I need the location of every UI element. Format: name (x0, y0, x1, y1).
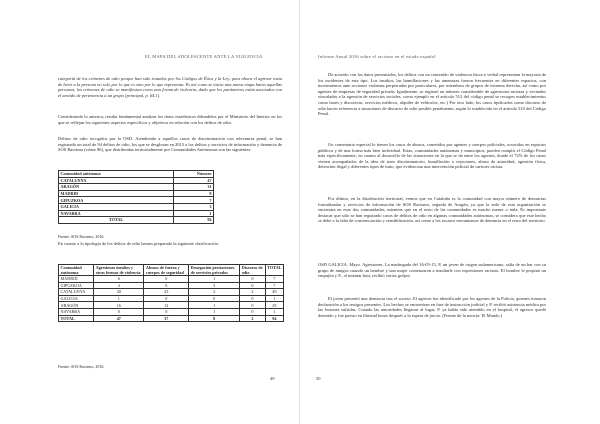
table-cell-label: CATALUNYA (59, 177, 174, 184)
table-cell: MADRID (59, 276, 94, 283)
table-cell: 25 (144, 289, 189, 296)
table-cell: 1 (189, 308, 240, 315)
table-header-cell: Comunidad autónoma (59, 265, 94, 276)
table-cell: 7 (265, 276, 283, 283)
table-cell: ARAGÓN (59, 302, 94, 309)
typology-table (58, 264, 284, 322)
table-total-value: 94 (174, 217, 214, 224)
table-cell-label: GIPUZKOA (59, 197, 174, 204)
intro-paragraph: categoría de los crímenes de odio porque han sido tratados por los Códigos de Ética y la Ley; pues ahora el agresor trata de herir a la persona no solo por lo que es sino por lo que representa. Es así como se inicia una nueva etapa hacia aquellas personas, los crímenes de odio se manifiestan como una forma de violencia, dado que los parámetros están asociados con el sentido de pertenencia a un grupo (principal, p. 64.1). (58, 76, 282, 98)
table-cell: 47 (94, 315, 144, 322)
osd-case-continuation: El joven presentó una denuncia tras el suceso. El agresor fue identificado por los agentes de la Policía, quienes tomaron declaración a los testigos presentes. Los hechos se encuentran en fase de instrucción judicial y P. recibió asistencia médica por las lesiones sufridas. Cuando las autoridades llegaron al lugar, P. ya había sido atendido en el hospital, el agresor quedó detenido y fue puesto en libertad horas después a la espera de juicio. (Fuente de la noticia: El Mundo.) (318, 296, 546, 318)
delitos-paragraph: Delitos de odio recogidos por la OSD. Atendiendo a aquellos casos de discriminación con relevancia penal, se han registrado un total de 94 delitos de odio, los que se desglosan en 2015 a los delitos y servicios de información y denuncia de SOS Racismo (véase 96), que distribuidas territorialmente por Comunidades Autónomas son las siguientes: (58, 136, 282, 153)
table-cell: 0 (240, 276, 265, 283)
table-row (59, 282, 284, 289)
table-header-cell: Discurso de odio (240, 265, 265, 276)
table-header-row (59, 171, 214, 178)
table-cell: 0 (144, 308, 189, 315)
table-cell-label: MADRID (59, 190, 174, 197)
table-row (59, 184, 214, 191)
table-cell: 3 (189, 282, 240, 289)
table-cell: 1 (94, 295, 144, 302)
table-cell: 37 (144, 315, 189, 322)
table-cell: 0 (240, 282, 265, 289)
table-row (59, 197, 214, 204)
osd-case-paragraph: OSD GALICIA. Mayo. Agresiones. La madrugada del 16-05-15, P, un joven de origen sudamericano, salía de un bar con su grupo de amigos cuando un hombre y una mujer comenzaron a insultarle con expresiones racistas. El hombre le propinó un empujón y P., al intentar huir, recibió varios golpes. (318, 262, 546, 279)
table-cell: 0 (240, 302, 265, 309)
table-cell: TOTAL (59, 315, 94, 322)
analysis-paragraph: Considerando lo anterior, resulta fundamental analizar los datos estadísticos difundidos por el Ministerio del Interior en los que se reflejan los siguientes aspectos específicos y objetivos en relación con los delitos de odio. (58, 114, 282, 125)
body-paragraph: Por último, en la distribución territorial, vemos que en Cataluña es la comunidad con mayor número de denuncias formalizadas y servicios de información de SOS Racismo, seguida de Aragón, ya que la sede de esta organización se encuentra en esas dos comunidades, mientras que en el resto de las comunidades es mucho menor o nula. Es importante destacar que sólo se han registrado casos de delitos de odio en algunas comunidades autónomas, se considera que este hecho se debe a la falta de concienciación y sensibilización, así como a los escasos mecanismos de denuncia en el resto del territorio. (318, 196, 546, 224)
table-cell-value: 7 (174, 197, 214, 204)
table-header-cell: Comunidad autónoma (59, 171, 174, 178)
table-cell-value: 47 (174, 177, 214, 184)
table-cell: 6 (94, 276, 144, 283)
table-cell-label: NAVARRA (59, 210, 174, 217)
table-cell: 1 (265, 308, 283, 315)
table-row (59, 210, 214, 217)
table-cell: 0 (94, 308, 144, 315)
right-page (300, 0, 600, 424)
table-cell: CATALUNYA (59, 289, 94, 296)
table-row (59, 308, 284, 315)
table-cell: 1 (265, 295, 283, 302)
running-header: EL MAPA DEL ADOLESCENTE ANTE LA VIOLENCIA (145, 54, 263, 59)
table-cell: 94 (265, 315, 283, 322)
table-cell: NAVARRA (59, 308, 94, 315)
table-row (59, 302, 284, 309)
table-header-cell: Denegación prestaciones de servicios privados (189, 265, 240, 276)
table-cell-label: ARAGÓN (59, 184, 174, 191)
body-paragraph: Un comentario especial lo tienen los casos de abusos, cometidos por agentes y cuerpos policiales, ocurridos en espacios públicos y de una forma más bien individual. Estas, comunidades autónomas y municipios, pueden cumplir el Código Penal más específicamente, en cuanto al desarrollo de las situaciones en la que se da entre los agentes, donde el 72% de los casos vienen acompañados de la idea de trato discriminatorio, humillación o vejaciones, abuso de autoridad, agresión física, detención ilegal y diferentes tipos de trato, que evidencian una intervención policial de carácter racista. (318, 142, 546, 170)
tipologia-paragraph: En cuanto a la tipología de los delitos de odio hemos preparado la siguiente clasificación. (58, 241, 219, 246)
table-cell: 0 (144, 295, 189, 302)
page-number: 50 (316, 376, 321, 381)
table-cell-value: 1 (174, 210, 214, 217)
table-cell: 0 (240, 308, 265, 315)
table-total-row (59, 315, 284, 322)
table-header-cell: Agresiones insultos y otras formas de violencia (94, 265, 144, 276)
table-cell: 1 (189, 276, 240, 283)
table-row (59, 203, 214, 210)
table-row (59, 295, 284, 302)
table-cell: 20 (94, 289, 144, 296)
table-cell: 4 (94, 282, 144, 289)
table-cell: 29 (265, 302, 283, 309)
table-header-cell: TOTAL (265, 265, 283, 276)
table-cell-value: 31 (174, 184, 214, 191)
table-row (59, 177, 214, 184)
table-cell: 16 (94, 302, 144, 309)
table-cell: 8 (189, 315, 240, 322)
table-cell-value: 9 (174, 190, 214, 197)
table-cell: 1 (189, 302, 240, 309)
table-total-label: TOTAL (59, 217, 174, 224)
table-cell: 2 (189, 289, 240, 296)
table-cell: 7 (265, 282, 283, 289)
table-cell: GALICIA (59, 295, 94, 302)
table-source-note: Fuente: SOS Racismo, 2016. (58, 234, 105, 239)
table-header-cell: Número (174, 171, 214, 178)
table-source-note: Fuente: SOS Racismo, 2016. (58, 364, 105, 369)
table-cell: 0 (144, 282, 189, 289)
table-cell-value: 3 (174, 203, 214, 210)
table-cell: 0 (144, 276, 189, 283)
table-cell: 2 (240, 289, 265, 296)
table-cell: GIPUZKOA (59, 282, 94, 289)
table-header-cell: Abusos de fuerza y cuerpos de seguridad (144, 265, 189, 276)
body-paragraph: De acuerdo con los datos presentados, los delitos con un contenido de violencia física o verbal representan la mayoría de los incidentes de este tipo. Los insultos, las humillaciones y las amenazas fueron frecuentes en diferentes espacios, con movimientos ante acciones violentas perpetradas por particulares, por miembros de grupos de extrema derecha, así como por agentes de empresas de seguridad privada. Igualmente, se registró un número considerable de agresiones racistas y vecinales vinculadas a la agresión de servicios sociales, como ejemplo en el artículo 512 del código penal se recogen establecimientos como bares y discotecas, servicios médicos, alquiler de vehículos, etc.) Por otro lado, los casos tipificados como discurso de odio hacen referencia a situaciones de discurso de odio posible penalmente, según lo establecido en el artículo 510 del Código Penal. (318, 72, 546, 117)
running-header: Informe Anual 2016 sobre el racismo en el estado español (318, 54, 436, 59)
table-cell-label: GALICIA (59, 203, 174, 210)
table-cell: 12 (144, 302, 189, 309)
table-row (59, 276, 284, 283)
table-cell: 0 (189, 295, 240, 302)
table-header-row (59, 265, 284, 276)
table-cell: 2 (240, 315, 265, 322)
table-cell: 0 (240, 295, 265, 302)
table-total-row (59, 217, 214, 224)
community-count-table (58, 170, 214, 224)
table-row (59, 289, 284, 296)
table-row (59, 190, 214, 197)
page-number: 49 (270, 376, 275, 381)
table-cell: 49 (265, 289, 283, 296)
